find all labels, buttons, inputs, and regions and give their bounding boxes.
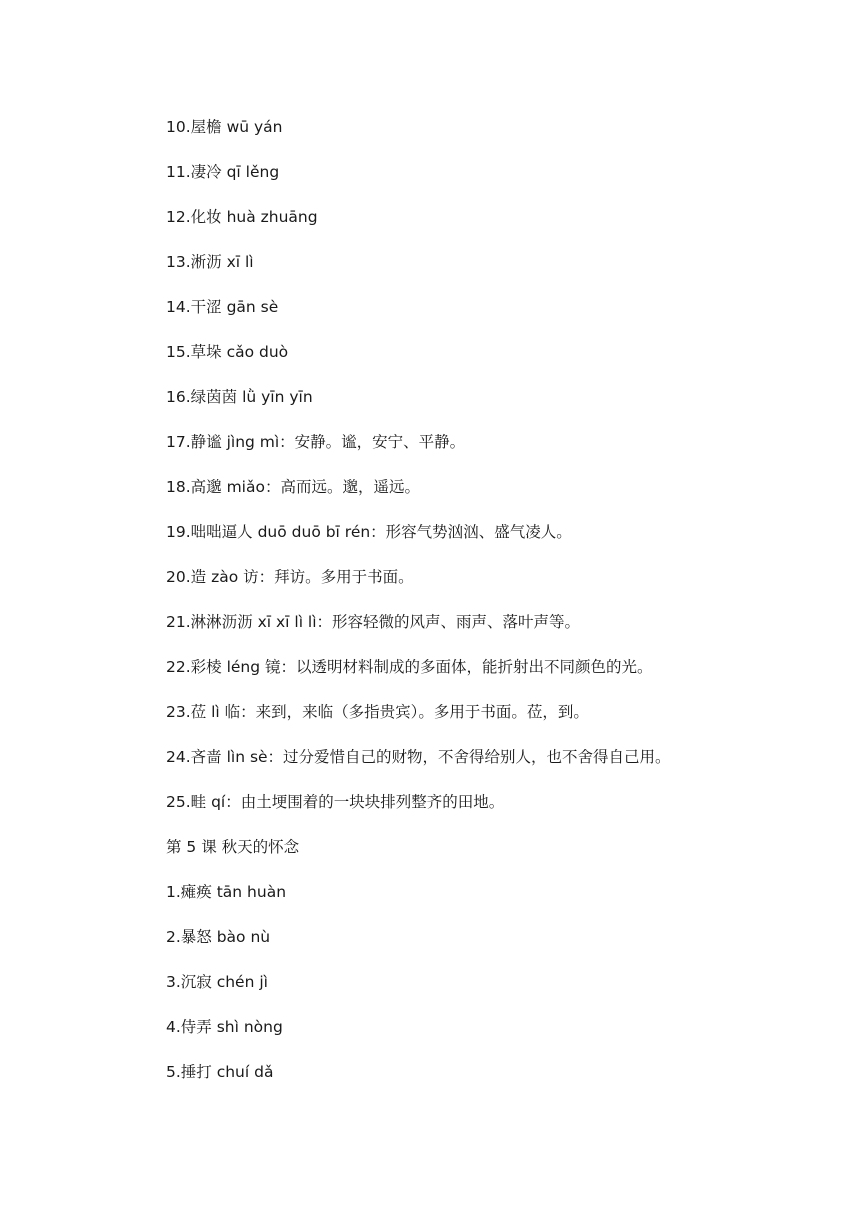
vocab-item-15: 15.草垛 cǎo duò [166, 343, 289, 361]
vocab-item-22: 22.彩棱 léng 镜：以透明材料制成的多面体，能折射出不同颜色的光。 [166, 658, 653, 676]
vocab-item-12: 12.化妆 huà zhuāng [166, 208, 318, 226]
vocab-item-10: 10.屋檐 wū yán [166, 118, 283, 136]
vocab-item-1: 1.瘫痪 tān huàn [166, 883, 287, 901]
vocab-item-3: 3.沉寂 chén jì [166, 973, 268, 991]
vocab-item-14: 14.干涩 gān sè [166, 298, 279, 316]
vocab-item-19: 19.咄咄逼人 duō duō bī rén：形容气势汹汹、盛气凌人。 [166, 523, 572, 541]
vocab-item-16: 16.绿茵茵 lǜ yīn yīn [166, 388, 313, 406]
vocab-item-2: 2.暴怒 bào nù [166, 928, 271, 946]
vocabulary-list [166, 115, 846, 1105]
vocab-item-20: 20.造 zào 访：拜访。多用于书面。 [166, 568, 414, 586]
vocab-item-21: 21.淋淋沥沥 xī xī lì lì：形容轻微的风声、雨声、落叶声等。 [166, 613, 581, 631]
vocab-item-25: 25.畦 qí：由土埂围着的一块块排列整齐的田地。 [166, 793, 505, 811]
lesson-heading: 第 5 课 秋天的怀念 [166, 838, 300, 856]
vocab-item-4: 4.侍弄 shì nòng [166, 1018, 283, 1036]
vocab-item-13: 13.淅沥 xī lì [166, 253, 254, 271]
vocab-item-5: 5.捶打 chuí dǎ [166, 1063, 274, 1081]
vocab-item-17: 17.静谧 jìng mì：安静。谧，安宁、平静。 [166, 433, 466, 451]
vocab-item-11: 11.凄冷 qī lěng [166, 163, 280, 181]
vocab-item-24: 24.吝啬 lìn sè：过分爱惜自己的财物，不舍得给别人，也不舍得自己用。 [166, 748, 671, 766]
vocab-item-23: 23.莅 lì 临：来到，来临（多指贵宾）。多用于书面。莅，到。 [166, 703, 589, 721]
vocab-item-18: 18.高邈 miǎo：高而远。邈，遥远。 [166, 478, 420, 496]
